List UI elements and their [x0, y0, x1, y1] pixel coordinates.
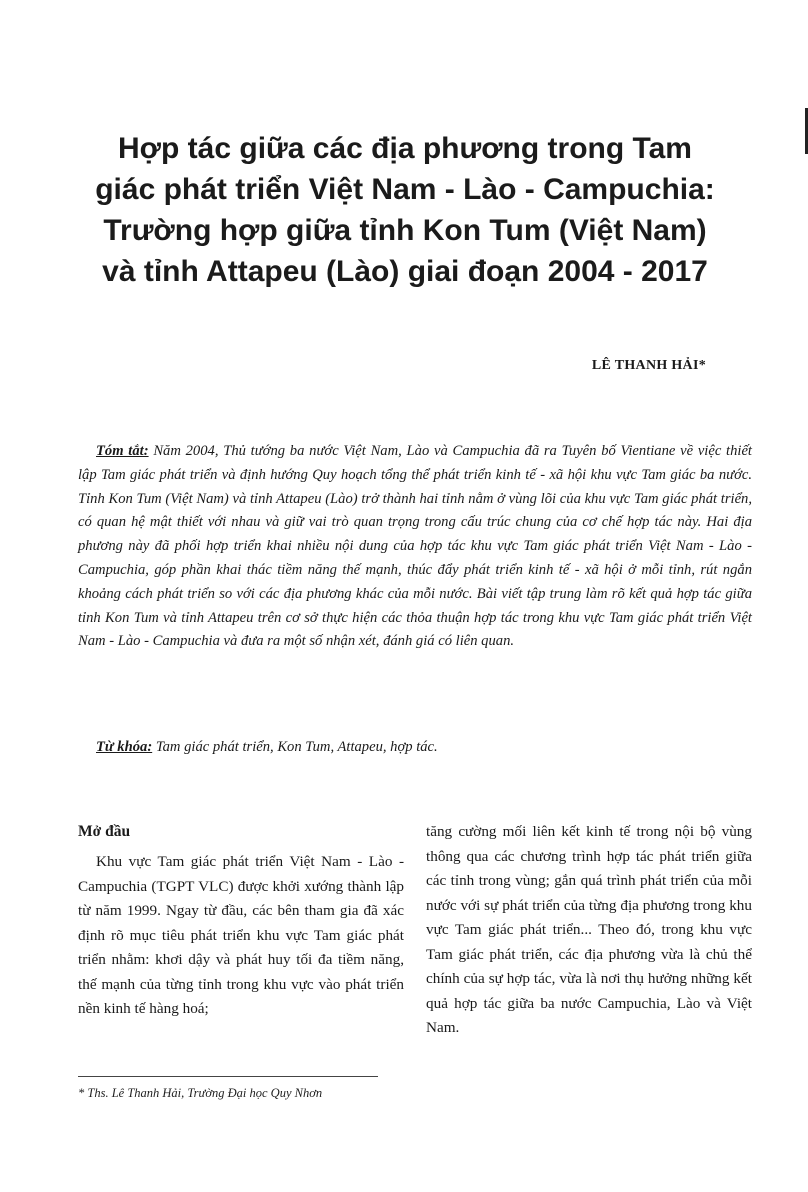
- footnote-divider: [78, 1076, 378, 1077]
- author-name: LÊ THANH HẢI*: [591, 358, 706, 373]
- keywords: [78, 736, 752, 760]
- title-line-4: và tỉnh Attapeu (Lào) giai đoạn 2004 - 2017: [102, 255, 708, 288]
- section-heading: Mở đầu: [78, 823, 131, 840]
- body-paragraph-left: Khu vực Tam giác phát triển Việt Nam - Lào - Campuchia (TGPT VLC) được khởi xướng thành lập từ năm 1999. Ngay từ đầu, các bên tham gia đã xác định rõ mục tiêu phát triển khu vực Tam giác phát triển nhằm: khơi dậy và phát huy tối đa tiềm năng, thế mạnh của từng tỉnh trong khu vực vào phát triển nền kinh tế hàng hoá;: [78, 853, 404, 1017]
- keywords-text: Tam giác phát triển, Kon Tum, Attapeu, hợp tác.: [152, 739, 438, 755]
- title-line-2: giác phát triển Việt Nam - Lào - Campuchia:: [95, 173, 715, 206]
- abstract-text: Năm 2004, Thủ tướng ba nước Việt Nam, Lào và Campuchia đã ra Tuyên bố Vientiane về việc thiết lập Tam giác phát triển và định hướng Quy hoạch tổng thể phát triển kinh tế - xã hội khu vực Tam giác ba nước. Tỉnh Kon Tum (Việt Nam) và tỉnh Attapeu (Lào) trở thành hai tỉnh nằm ở vùng lõi của khu vực Tam giác phát triển, có quan hệ mật thiết với nhau và giữ vai trò quan trọng trong cấu trúc chung của cơ chế hợp tác này. Hai địa phương này đã phối hợp triển khai nhiều nội dung của hợp tác khu vực Tam giác phát triển Việt Nam - Lào - Campuchia, góp phần khai thác tiềm năng thế mạnh, thúc đẩy phát triển kinh tế - xã hội ở mỗi tỉnh, rút ngắn khoảng cách phát triển so với các địa phương khác của mỗi nước. Bài viết tập trung làm rõ kết quả hợp tác giữa tỉnh Kon Tum và tỉnh Attapeu trên cơ sở thực hiện các thỏa thuận hợp tác trong khu vực Tam giác phát triển Việt Nam - Lào - Campuchia và đưa ra một số nhận xét, đánh giá có liên quan.: [78, 443, 752, 650]
- body-column-left: [78, 820, 404, 1022]
- article-title: [60, 128, 750, 292]
- keywords-label: Từ khóa:: [96, 739, 153, 755]
- body-column-right: [426, 820, 752, 1041]
- body-paragraph-right: tăng cường mối liên kết kinh tế trong nội bộ vùng thông qua các chương trình hợp tác phát triển giữa các tỉnh trong vùng; gắn quá trình phát triển của mỗi nước với sự phát triển của từng địa phương trong khu vực Tam giác phát triển... Theo đó, trong khu vực Tam giác phát triển, các địa phương vừa là chủ thể chính của sự hợp tác, vừa là nơi thụ hưởng những kết quả hợp tác giữa ba nước Campuchia, Lào và Việt Nam.: [426, 823, 752, 1036]
- abstract: [78, 440, 752, 654]
- title-line-3: Trường hợp giữa tỉnh Kon Tum (Việt Nam): [103, 214, 707, 247]
- title-line-1: Hợp tác giữa các địa phương trong Tam: [118, 132, 692, 165]
- abstract-label: Tóm tắt:: [96, 443, 149, 459]
- footnote: * Ths. Lê Thanh Hải, Trường Đại học Quy Nhơn: [78, 1086, 323, 1100]
